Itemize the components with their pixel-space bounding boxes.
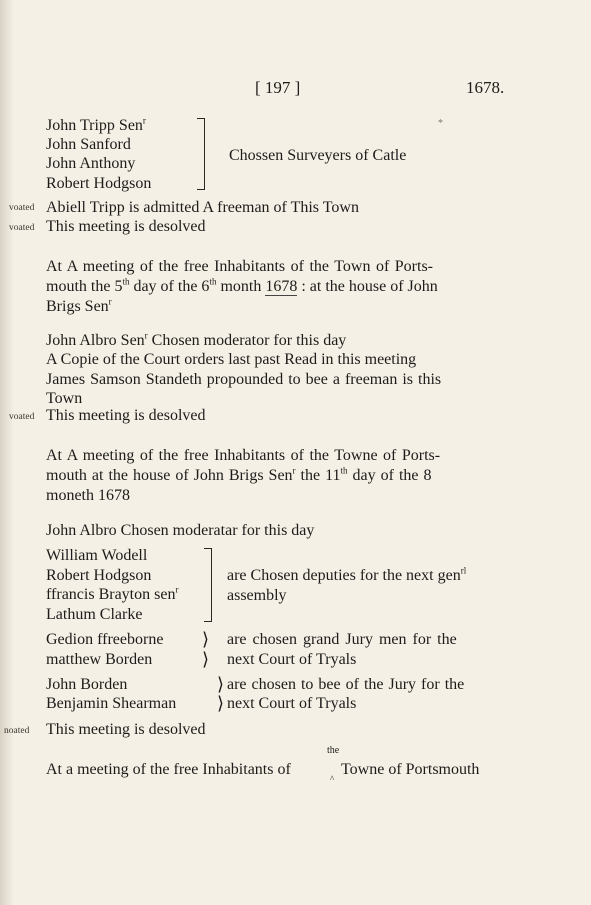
meeting2-line3: moneth 1678 [46,487,130,504]
desolved-line-3: This meeting is desolved [46,721,206,738]
jury-paren-bottom: ⟩ [217,693,225,713]
deputies-role-line1: are Chosen deputies for the next gen$^{rl}$ [227,565,467,584]
grand-jury-name-2: matthew Borden [46,651,153,668]
margin-voated-2: voated [9,223,35,233]
desolved-line-1: This meeting is desolved [46,218,206,235]
jury-name-2: Benjamin Shearman [46,695,177,712]
meeting1-propounded: James Samson Standeth propounded to bee a freeman is this [46,371,442,388]
deputy-name-1: William Wodell [46,547,148,564]
margin-noated: noated [4,726,30,736]
deputy-name-2: Robert Hodgson [46,567,152,584]
meeting1-town: Town [46,390,83,407]
meeting1-moderator: John Albro Sen$^r$ Chosen moderator for this day [46,330,347,349]
page-number: [ 197 ] [255,78,301,97]
grand-jury-paren-bottom: ⟩ [202,649,210,669]
jury-role-line2: next Court of Tryals [227,695,357,712]
deputies-brace [204,548,212,622]
grand-jury-name-1: Gedion ffreeborne [46,631,164,648]
jury-role-line1: are chosen to bee of the Jury for the [227,676,465,693]
freeman-line: Abiell Tripp is admitted A freeman of This Town [46,199,359,216]
margin-voated-3: voated [9,412,35,422]
surveyor-brace [197,118,205,190]
jury-name-1: John Borden [46,676,128,693]
meeting1-court-orders: A Copie of the Court orders last past Read in this meeting [46,351,417,368]
desolved-line-2: This meeting is desolved [46,407,206,424]
deputy-name-3: ffrancis Brayton sen$^r$ [46,584,179,603]
meeting1-line3: Brigs Sen$^r$ [46,296,112,315]
star-mark: * [438,118,443,129]
grand-jury-role-line2: next Court of Tryals [227,651,357,668]
meeting2-line2: mouth at the house of John Brigs Sen$^r$ the 11th day of the 8 [46,465,432,484]
last-line-part1: At a meeting of the free Inhabitants of [46,761,291,778]
surveyor-name-3: John Anthony [46,155,136,172]
meeting2-line1: At A meeting of the free Inhabitants of the Towne of Ports- [46,447,441,464]
deputies-role-line2: assembly [227,587,287,604]
last-line-part2: Towne of Portsmouth [341,761,480,778]
surveyor-role: Chossen Surveyers of Catle [229,147,407,164]
surveyor-name-1: John Tripp Sen$^r$ [46,115,146,134]
binding-gutter [0,0,14,905]
surveyor-name-4: Robert Hodgson [46,175,152,192]
grand-jury-role-line1: are chosen grand Jury men for the [227,631,457,648]
grand-jury-paren-top: ⟩ [202,629,210,649]
surveyor-name-2: John Sanford [46,136,131,153]
meeting2-moderator: John Albro Chosen moderatar for this day [46,522,315,539]
insertion-caret: ^ [330,774,335,784]
deputy-name-4: Lathum Clarke [46,606,143,623]
margin-voated-1: voated [9,203,35,213]
meeting1-line2: mouth the 5th day of the 6th month 1678 : at the house of John [46,276,438,295]
jury-paren-top: ⟩ [217,674,225,694]
insertion-the: the [327,745,340,756]
page-year: 1678. [466,78,505,97]
meeting1-line1: At A meeting of the free Inhabitants of the Town of Ports- [46,258,434,275]
